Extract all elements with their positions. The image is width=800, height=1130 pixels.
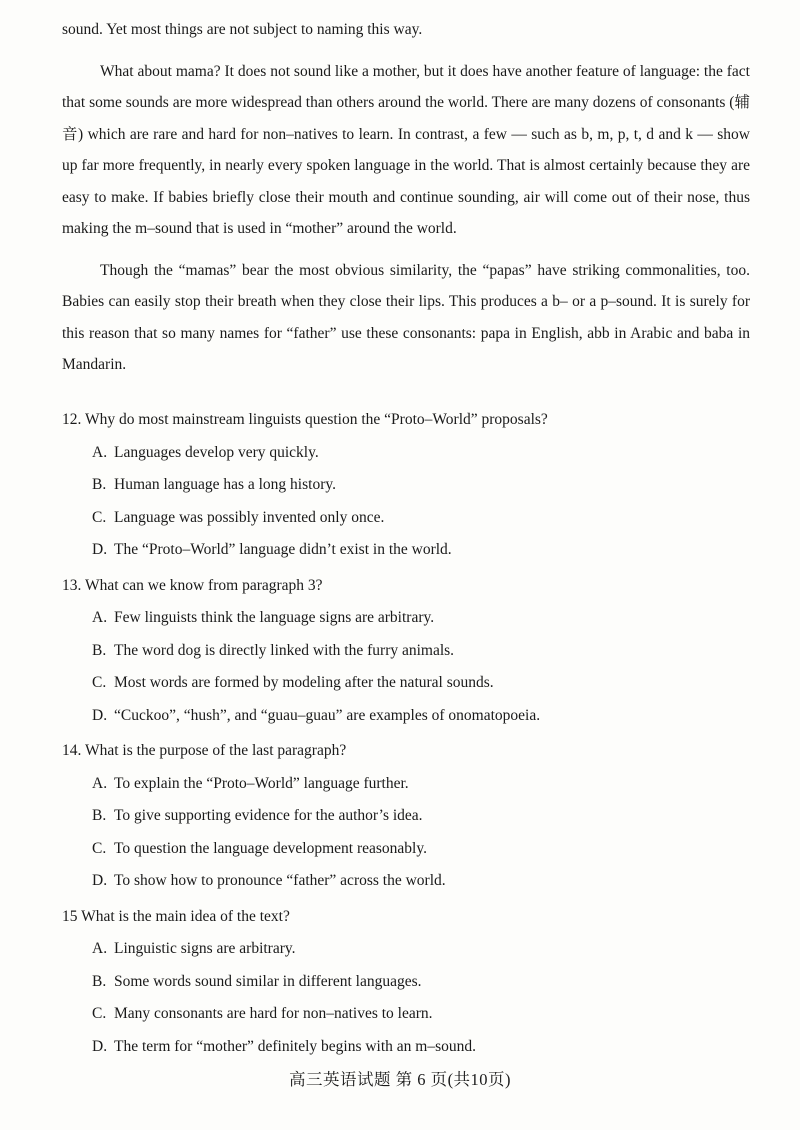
answer-option [62,667,750,700]
option-text: Languages develop very quickly. [114,443,319,461]
option-letter: D. [92,706,108,724]
option-text: The word dog is directly linked with the furry animals. [114,641,455,659]
option-letter: A. [92,443,108,461]
option-text: To show how to pronounce “father” across the world. [114,872,446,889]
answer-option [62,833,750,866]
reading-passage [62,14,750,391]
option-letter: C. [92,674,107,691]
option-text: Some words sound similar in different languages. [114,972,422,990]
option-text: The “Proto–World” language didn’t exist in the world. [114,541,452,558]
option-letter: B. [92,641,107,659]
option-letter: D. [92,872,108,889]
answer-option [62,966,750,999]
passage-paragraph: What about mama? It does not sound like a mother, but it does have another feature of language: the fact that some sounds are more widespread than others around the world. There are many dozens of consonants (辅音) which are rare and hard for non–natives to learn. In contrast, a few — such as b, m, p, t, d and k — show up far more frequently, in nearly every spoken language in the world. That is almost certainly because they are easy to make. If babies briefly close their mouth and continue sounding, air will come out of their nose, thus making the m–sound that is used in “mother” around the world. [62,62,750,237]
answer-option [62,502,750,535]
question-list [62,404,750,1066]
page-footer: 高三英语试题 第 6 页(共10页) [288,1070,512,1089]
option-text: To explain the “Proto–World” language further. [114,774,409,792]
option-letter: A. [92,940,108,957]
option-letter: D. [92,541,108,558]
question-stem: 15 What is the main idea of the text? [62,907,290,925]
answer-option [62,768,750,801]
question-stem: 13. What can we know from paragraph 3? [62,576,323,594]
option-letter: C. [92,508,107,526]
option-letter: D. [92,1037,108,1055]
option-text: Human language has a long history. [114,476,336,493]
option-letter: A. [92,774,108,792]
option-text: Few linguists think the language signs are arbitrary. [114,609,435,626]
answer-option [62,998,750,1031]
answer-option [62,602,750,635]
answer-option [62,1031,750,1064]
option-text: Most words are formed by modeling after the natural sounds. [114,674,494,691]
option-text: Many consonants are hard for non–natives to learn. [114,1005,433,1022]
question-15 [62,901,750,1064]
answer-option [62,865,750,898]
answer-option [62,469,750,502]
option-letter: C. [92,1005,107,1022]
answer-option [62,933,750,966]
question-stem: 14. What is the purpose of the last paragraph? [62,742,347,759]
option-letter: B. [92,972,107,990]
passage-paragraph: sound. Yet most things are not subject to naming this way. [62,21,423,38]
answer-option [62,437,750,470]
option-letter: B. [92,807,107,824]
option-text: To give supporting evidence for the author’s idea. [114,807,423,824]
answer-option [62,700,750,733]
option-letter: A. [92,609,108,626]
passage-paragraph: Though the “mamas” bear the most obvious similarity, the “papas” have striking commonalities, too. Babies can easily stop their breath when they close their lips. This produces a b– or a p–sound. It is surely for this reason that so many names for “father” use these consonants: papa in English, abb in Arabic and baba in Mandarin. [62,261,750,373]
option-letter: B. [92,476,107,493]
question-stem: 12. Why do most mainstream linguists question the “Proto–World” proposals? [62,411,548,428]
option-text: The term for “mother” definitely begins with an m–sound. [114,1037,477,1055]
question-14 [62,735,750,898]
option-text: To question the language development reasonably. [114,839,427,857]
question-13 [62,570,750,733]
option-letter: C. [92,839,107,857]
question-12 [62,404,750,567]
answer-option [62,800,750,833]
option-text: Language was possibly invented only once. [114,508,385,526]
option-text: Linguistic signs are arbitrary. [114,940,296,957]
option-text: “Cuckoo”, “hush”, and “guau–guau” are examples of onomatopoeia. [114,706,541,724]
answer-option [62,635,750,668]
answer-option [62,534,750,567]
